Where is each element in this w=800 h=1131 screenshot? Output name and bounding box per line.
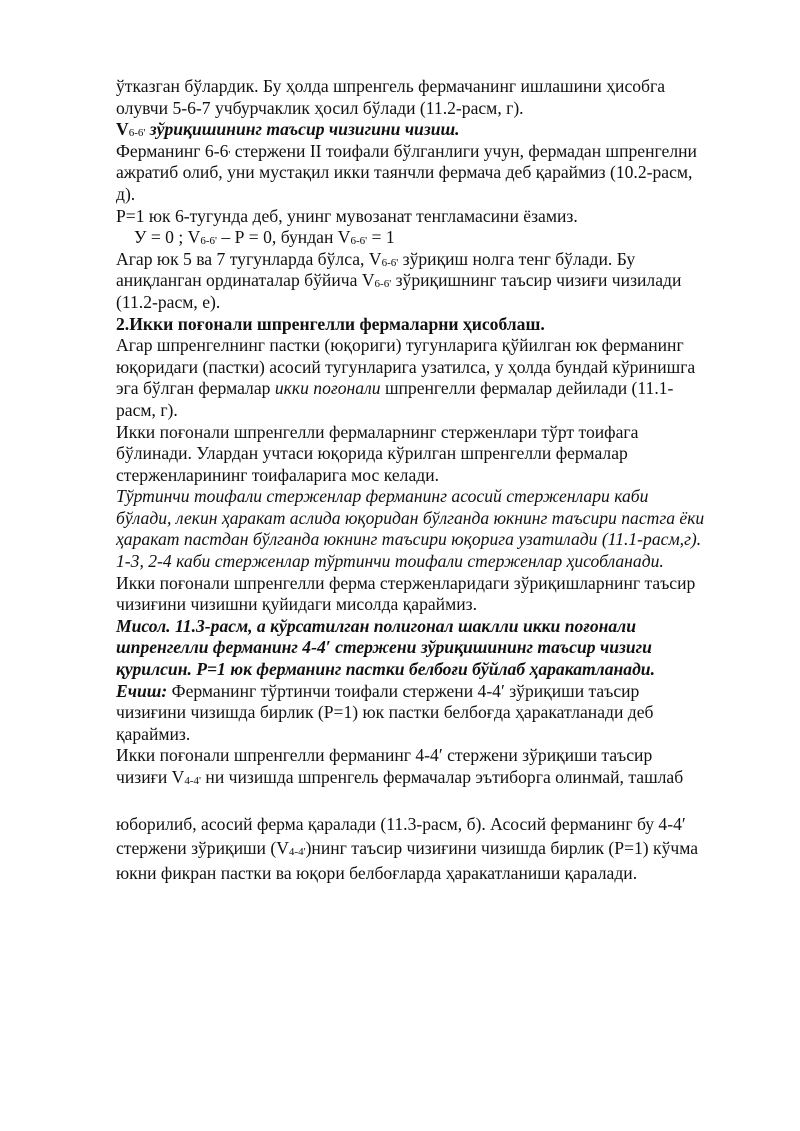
text-segment: зўриқишнинг таъсир чизиғи чизилади	[391, 270, 682, 291]
text-line	[116, 357, 746, 379]
text-segment: Икки поғонали шпренгелли ферма стерженларидаги зўриқишларнинг таъсир	[116, 572, 696, 593]
text-segment: Р=1 юк 6-тугунда деб, унинг мувозанат тенгламасини ёзамиз.	[116, 205, 578, 226]
text-line	[116, 314, 746, 336]
text-segment: шпренгелли ферманинг 4-4′ стержени зўриқишининг таъсир чизиги	[116, 637, 652, 658]
text-line	[116, 227, 746, 249]
text-segment: қараймиз.	[116, 723, 191, 744]
text-segment: Агар юк 5 ва 7 тугунларда бўлса, V	[116, 248, 382, 269]
text-segment: эга бўлган фермалар	[116, 378, 275, 399]
text-line	[116, 98, 746, 120]
text-segment: шпренгелли фермалар дейилади (11.1-	[380, 378, 674, 399]
text-segment: бўлинади. Улардан учтаси юқорида кўрилган шпренгелли фермалар	[116, 443, 628, 464]
text-segment: )нинг таъсир чизиғини чизишда бирлик (Р=1) кўчма	[305, 838, 699, 859]
text-line	[116, 335, 746, 357]
text-segment: Икки поғонали шпренгелли фермаларнинг стерженлари тўрт тоифага	[116, 421, 639, 442]
text-segment: У = 0 ; V	[134, 227, 201, 248]
text-segment: – Р = 0, бундан V	[217, 227, 351, 248]
text-segment: стержени II тоифали бўлганлиги учун, фермадан шпренгелни	[230, 140, 697, 161]
subscript-index: 6-6'	[381, 256, 399, 269]
text-line	[116, 184, 746, 206]
text-line	[116, 616, 746, 638]
text-line	[116, 812, 746, 837]
text-segment: д).	[116, 183, 136, 204]
text-segment: ўтказган бўлардик. Бу ҳолда шпренгель фермачанинг ишлашини ҳисобга	[116, 76, 666, 96]
text-line	[116, 443, 746, 465]
text-segment: чизиғини чизишни қуйидаги мисолда қараймиз.	[116, 594, 477, 615]
text-segment: Агар шпренгелнинг пастки (юқориги) тугунларига қўйилган юк ферманинг	[116, 335, 684, 356]
text-line	[116, 465, 746, 487]
text-segment: ҳаракат пастдан бўлганда юкнинг таъсири юқорига узатилади (11.1-расм,г).	[116, 529, 702, 550]
text-line	[116, 702, 746, 724]
text-line	[116, 292, 746, 314]
text-line	[116, 745, 746, 767]
subscript-index: '	[228, 148, 231, 161]
text-segment: стерженларининг тоифаларига мос келади.	[116, 464, 440, 485]
text-segment: зўриқиш нолга тенг бўлади. Бу	[398, 248, 636, 269]
text-segment: ни чизишда шпренгель фермачалар эътиборга олинмай, ташлаб	[201, 767, 684, 787]
text-line	[116, 249, 746, 271]
text-line	[116, 529, 746, 551]
text-segment: Мисол. 11.3-расм, а кўрсатилган полигонал шаклли икки поғонали	[116, 615, 636, 636]
document-body-continuation	[116, 812, 746, 886]
text-line	[116, 594, 746, 616]
text-line	[116, 378, 746, 400]
text-segment: = 1	[367, 227, 395, 248]
subscript-index: 6-6'	[350, 235, 368, 248]
text-segment: Ферманинг тўртинчи тоифали стержени 4-4′ зўриқиши таъсир	[167, 680, 640, 701]
text-line	[116, 659, 746, 681]
text-line	[116, 162, 746, 184]
text-segment: зўриқишининг таъсир чизигини чизиш.	[145, 119, 460, 140]
text-line	[116, 861, 746, 886]
text-segment: (11.2-расм, е).	[116, 291, 221, 312]
text-line	[116, 573, 746, 595]
document-body	[116, 76, 746, 789]
text-line	[116, 141, 746, 163]
text-segment: олувчи 5-6-7 учбурчаклик ҳосил бўлади (11.2-расм, г).	[116, 97, 524, 118]
document-page	[116, 76, 746, 885]
text-line	[116, 551, 746, 573]
text-segment: V	[116, 119, 129, 140]
text-segment: аниқланган ординаталар бўйича V	[116, 270, 375, 291]
text-segment: чизиғи V	[116, 767, 185, 787]
text-segment: стержени зўриқиши (V	[116, 838, 289, 859]
text-line	[116, 422, 746, 444]
text-line	[116, 270, 746, 292]
text-segment: расм, г).	[116, 399, 178, 420]
text-line	[116, 724, 746, 746]
text-line	[116, 400, 746, 422]
text-segment: икки поғонали	[274, 378, 381, 399]
text-line	[116, 681, 746, 703]
text-segment: қурилсин. Р=1 юк ферманинг пастки белбоғи бўйлаб ҳаракатланади.	[116, 659, 655, 680]
text-line	[116, 486, 746, 508]
subscript-index: 4-4'	[184, 775, 202, 787]
subscript-index: 6-6'	[200, 235, 218, 248]
text-segment: Ферманинг 6-6	[116, 140, 229, 161]
text-segment: юборилиб, асосий ферма қаралади (11.3-расм, б). Асосий ферманинг бу 4-4′	[116, 813, 686, 834]
text-line	[116, 206, 746, 228]
text-segment: юқоридаги (пастки) асосий тугунларига узатилса, у ҳолда бундай кўринишга	[116, 356, 696, 377]
subscript-index: 6-6'	[374, 278, 392, 291]
text-segment: Икки поғонали шпренгелли ферманинг 4-4′ стержени зўриқиши таъсир	[116, 745, 653, 766]
text-segment: Тўртинчи тоифали стерженлар ферманинг асосий стерженлари каби	[116, 486, 649, 507]
text-line	[116, 836, 746, 861]
text-segment: ажратиб олиб, уни мустақил икки таянчли фермача деб қараймиз (10.2-расм,	[116, 162, 693, 183]
subscript-index: 4-4'	[288, 846, 306, 859]
text-segment: 2.Икки поғонали шпренгелли фермаларни ҳисоблаш.	[116, 313, 545, 334]
subscript-index: 6-6'	[128, 127, 146, 140]
text-segment: юкни фикран пастки ва юқори белбоғларда ҳаракатланиши қаралади.	[116, 862, 638, 883]
text-line	[116, 508, 746, 530]
text-line	[116, 637, 746, 659]
text-segment: 1-3, 2-4 каби стерженлар тўртинчи тоифали стерженлар ҳисобланади.	[116, 551, 664, 572]
text-line	[116, 76, 746, 98]
text-segment: Ечиш:	[116, 680, 168, 701]
text-line	[116, 119, 746, 141]
text-segment: чизиғини чизишда бирлик (Р=1) юк пастки белбоғда ҳаракатланади деб	[116, 702, 654, 723]
text-segment: бўлади, лекин ҳаракат аслида юқоридан бўлганда юкнинг таъсири пастга ёки	[116, 507, 705, 528]
text-line	[116, 767, 746, 789]
